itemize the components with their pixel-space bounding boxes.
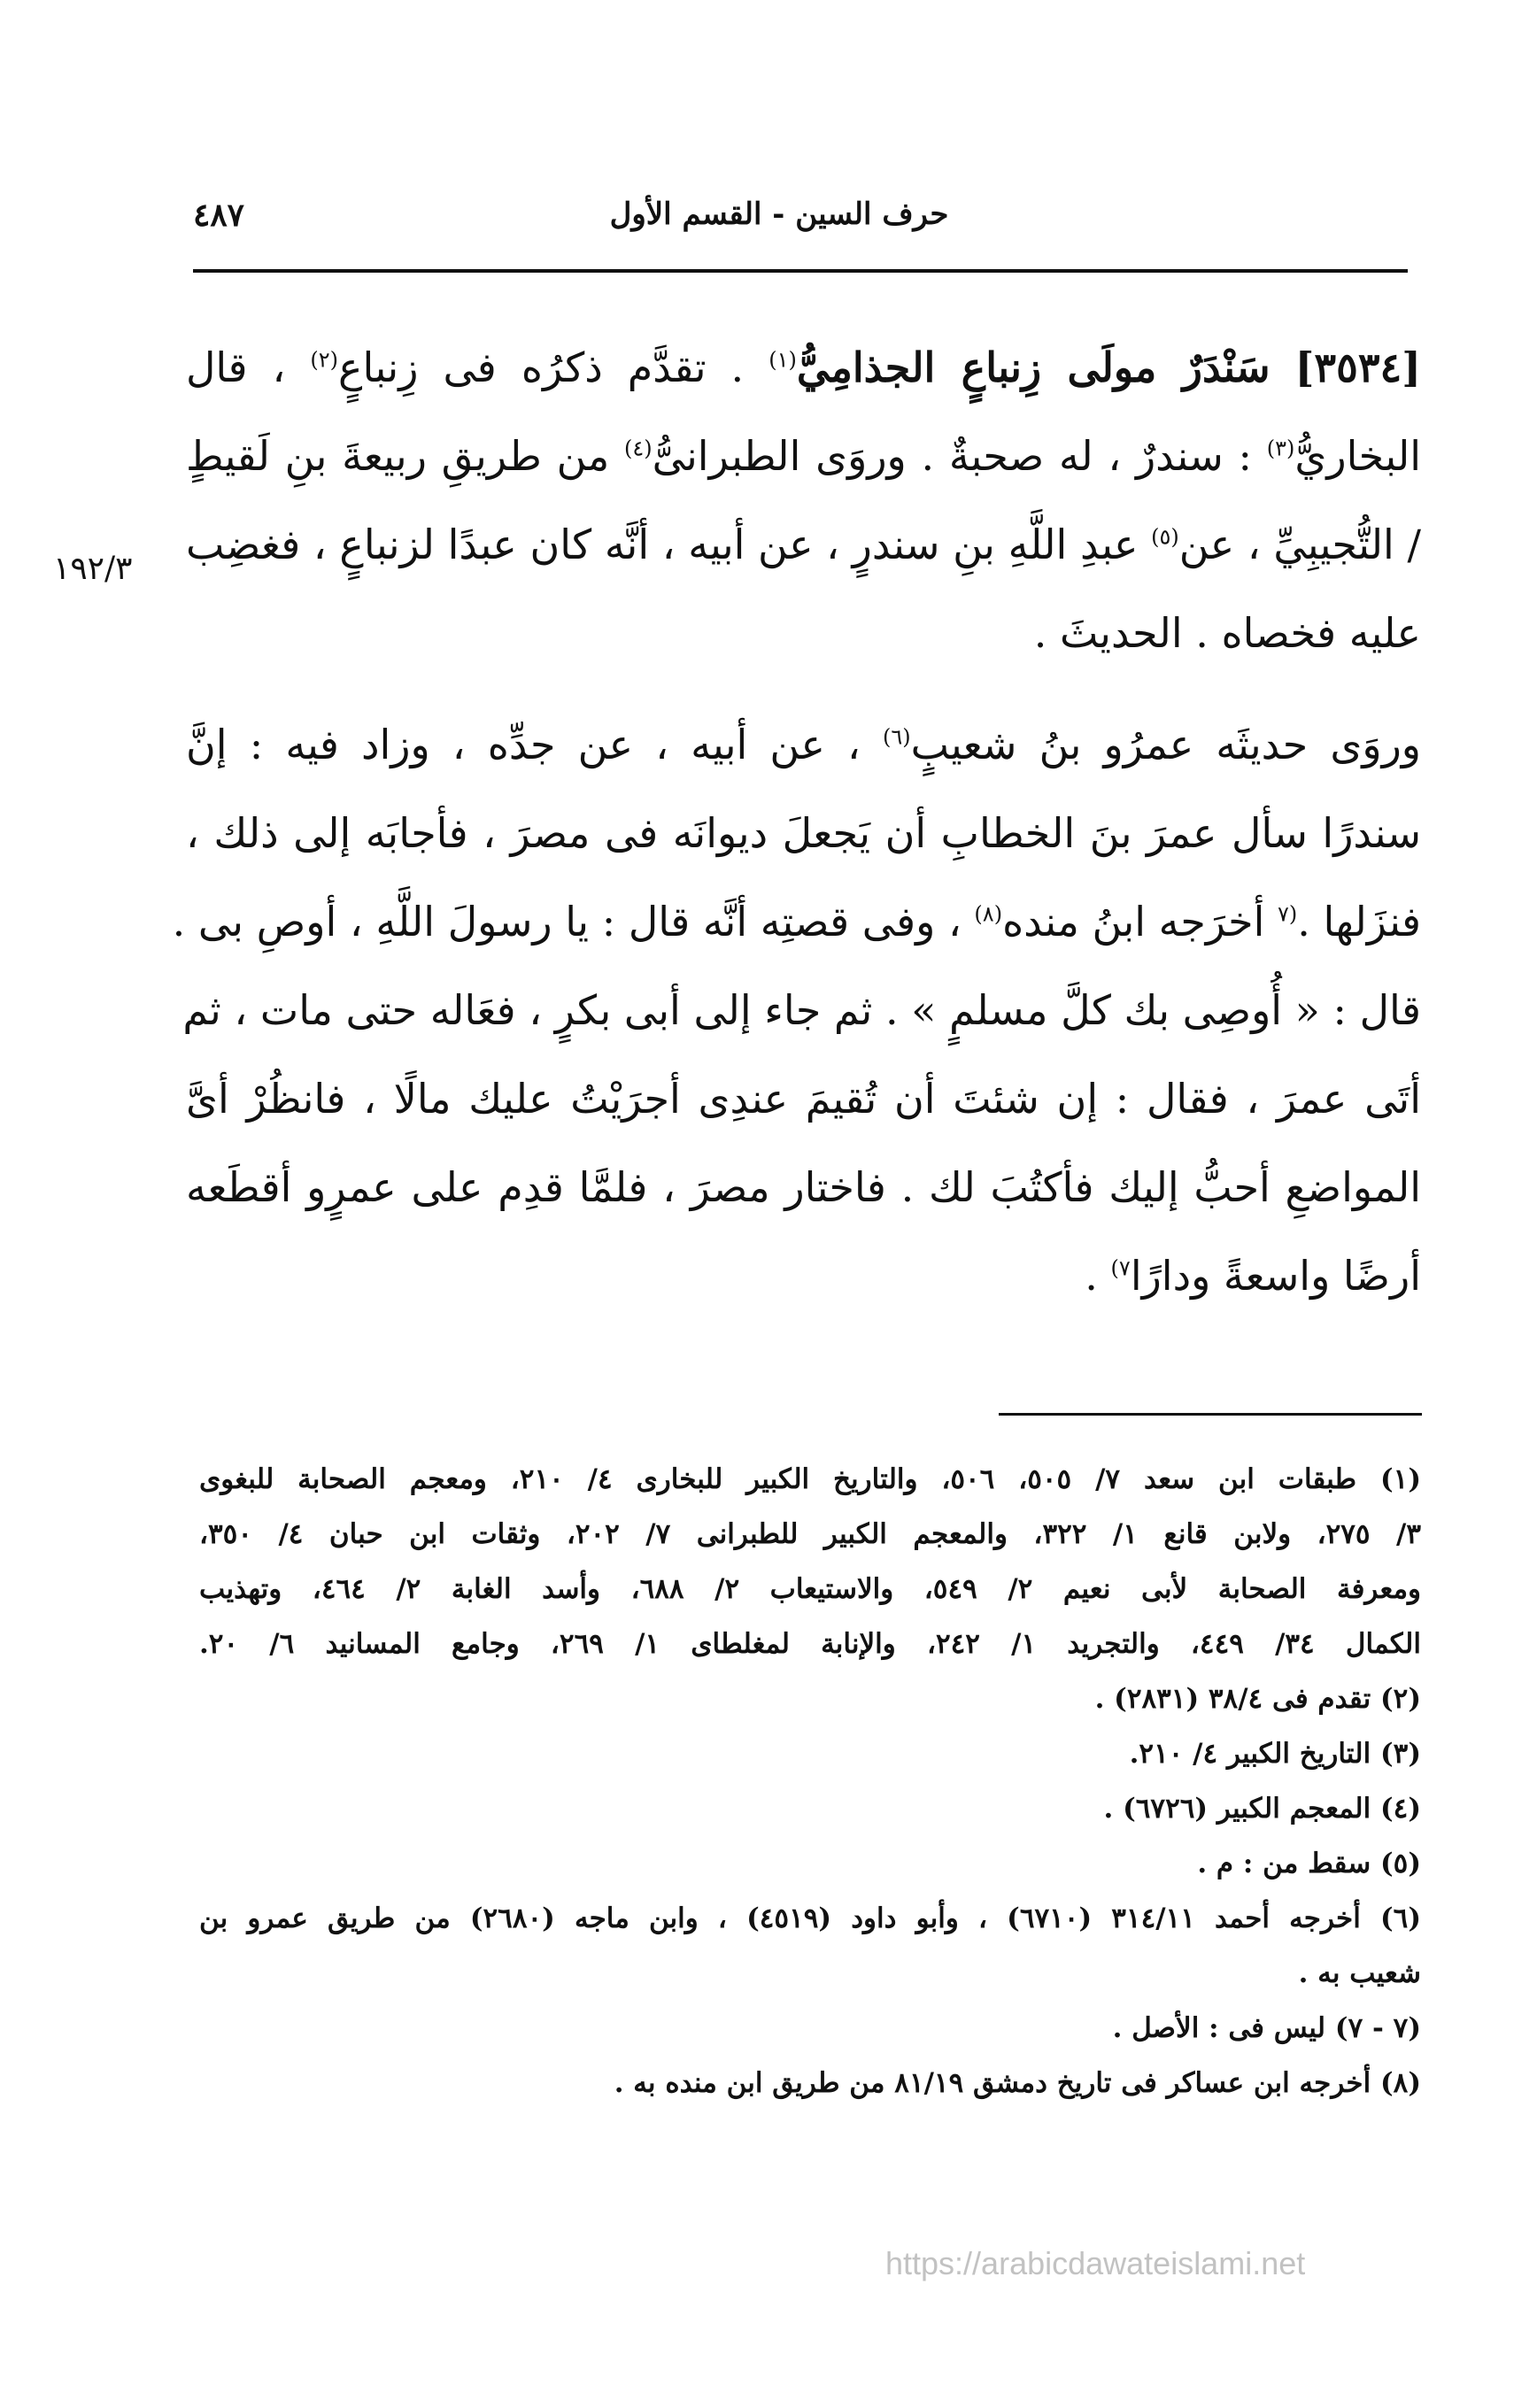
footnote-marker: (٦) [883, 724, 911, 750]
text-line [186, 789, 1421, 877]
main-text [172, 323, 1422, 1320]
text-segment: عليه فخصاه . الحديثَ . [1033, 609, 1421, 657]
footnote-marker: (٣) [1266, 436, 1295, 461]
paragraph-gap [186, 677, 1421, 700]
text-line [172, 877, 1421, 966]
text-segment: قال : « أُوصِى بك كلَّ مسلمٍ » . ثم جاء إلى أبى بكرٍ ، فعَاله حتى مات ، ثم [182, 986, 1421, 1034]
footnotes [199, 1452, 1421, 2111]
text-line [186, 500, 1421, 589]
text-segment: / التُّجيبِيِّ ، عن [1178, 521, 1421, 568]
text-segment: . [1085, 1252, 1111, 1300]
text-segment: ، عن أبيه ، عن جدِّه ، وزاد فيه : إنَّ [186, 721, 884, 768]
footnote-line: الكمال ٣٤/ ٤٤٩، والتجريد ١/ ٢٤٢، والإنابة لمغلطاى ١/ ٢٦٩، وجامع المسانيد ٦/ ٢٠. [199, 1628, 1421, 1660]
footnote-line: شعيب به . [1298, 1957, 1421, 1989]
margin-reference: ١٩٢/٣ [53, 551, 133, 587]
text-line [186, 700, 1421, 789]
text-segment: وروَى حديثَه عمرُو بنُ شعيبٍ [910, 721, 1421, 768]
header-rule [193, 269, 1408, 273]
footnote-line: (٣) التاريخ الكبير ٤/ ٢١٠. [1129, 1738, 1421, 1770]
text-segment: : سندرٌ ، له صحبةٌ . وروَى الطبرانىُّ [652, 432, 1267, 480]
watermark-url: https://arabicdawateislami.net [885, 2245, 1306, 2281]
footnote-line: (٥) سقط من : م . [1197, 1848, 1421, 1879]
text-segment: أخرَجه ابنُ منده [1002, 898, 1278, 945]
footnote-marker: (٤) [624, 436, 653, 461]
text-segment: سندرًا سأل عمرَ بنَ الخطابِ أن يَجعلَ ديوانَه فى مصرَ ، فأجابَه إلى ذلك ، [186, 809, 1421, 857]
text-segment: فنزَلها . [1297, 898, 1421, 945]
page-number: ٤٨٧ [193, 197, 245, 234]
footnote-marker: (٢) [310, 347, 339, 373]
footnote-rule [999, 1413, 1422, 1416]
footnote-line: (٤) المعجم الكبير (٦٧٢٦) . [1103, 1793, 1421, 1825]
footnote-marker: (١) [768, 347, 797, 373]
running-head: حرف السين - القسم الأول [609, 197, 949, 232]
text-segment: ، قال [186, 343, 311, 391]
text-segment: البخاريُّ [1294, 432, 1422, 480]
footnote-line: (١) طبقات ابن سعد ٧/ ٥٠٥، ٥٠٦، والتاريخ الكبير للبخارى ٤/ ٢١٠، ومعجم الصحابة للبغوى [199, 1463, 1421, 1495]
entry-number: [٣٥٣٤] [1294, 343, 1421, 391]
text-line [186, 589, 1421, 677]
text-line [186, 412, 1421, 500]
text-line [186, 1143, 1421, 1231]
text-line [186, 1231, 1421, 1320]
footnote-marker: (٧ [1278, 901, 1298, 927]
text-line [186, 323, 1421, 412]
text-segment: ، وفى قصتِه أنَّه قال : يا رسولَ اللَّهِ ، أوصِ بى . [172, 898, 975, 945]
footnote-line: (٨) أخرجه ابن عساكر فى تاريخ دمشق ٨١/١٩ من طريق ابن منده به . [614, 2067, 1421, 2099]
footnote-line: ومعرفة الصحابة لأبى نعيم ٢/ ٥٤٩، والاستيعاب ٢/ ٦٨٨، وأسد الغابة ٢/ ٤٦٤، وتهذيب [199, 1573, 1422, 1605]
footnote-marker: ٧) [1110, 1255, 1131, 1281]
text-segment: من طريقِ ربيعةَ بنِ لَقيطٍ [186, 432, 624, 480]
entry-name: سَنْدَرٌ مولَى زِنباعٍ الجذامِيُّ [796, 343, 1271, 391]
footnote-line: (٦) أخرجه أحمد ٣١٤/١١ (٦٧١٠) ، وأبو داود (٤٥١٩) ، وابن ماجه (٢٦٨٠) من طريق عمرو بن [199, 1902, 1421, 1934]
text-segment: المواضعِ أحبُّ إليك فأكتُبَ لك . فاختار مصرَ ، فلمَّا قدِم على عمرٍو أقطَعه [186, 1163, 1421, 1211]
footnote-line: ٣/ ٢٧٥، ولابن قانع ١/ ٣٢٢، والمعجم الكبير للطبرانى ٧/ ٢٠٢، وثقات ابن حبان ٤/ ٣٥٠، [199, 1518, 1421, 1550]
footnote-line: (٢) تقدم فى ٣٨/٤ (٢٨٣١) . [1094, 1683, 1421, 1715]
text-line [186, 1054, 1421, 1143]
footnote-marker: (٥) [1151, 524, 1179, 550]
text-segment: أتَى عمرَ ، فقال : إن شئتَ أن تُقيمَ عندِى أجرَيْتُ عليك مالًا ، فانظُرْ أىَّ [186, 1075, 1421, 1123]
text-line [182, 966, 1421, 1054]
text-segment: أرضًا واسعةً ودارًا [1130, 1252, 1421, 1300]
text-segment: . تقدَّم ذكرُه فى زِنباعٍ [338, 343, 769, 391]
text-segment: عبدِ اللَّهِ بنِ سندرٍ ، عن أبيه ، أنَّه كان عبدًا لزنباعٍ ، فغضِب [186, 521, 1152, 568]
footnote-line: (٧ - ٧) ليس فى : الأصل . [1112, 2012, 1421, 2044]
footnote-marker: (٨) [974, 901, 1003, 927]
